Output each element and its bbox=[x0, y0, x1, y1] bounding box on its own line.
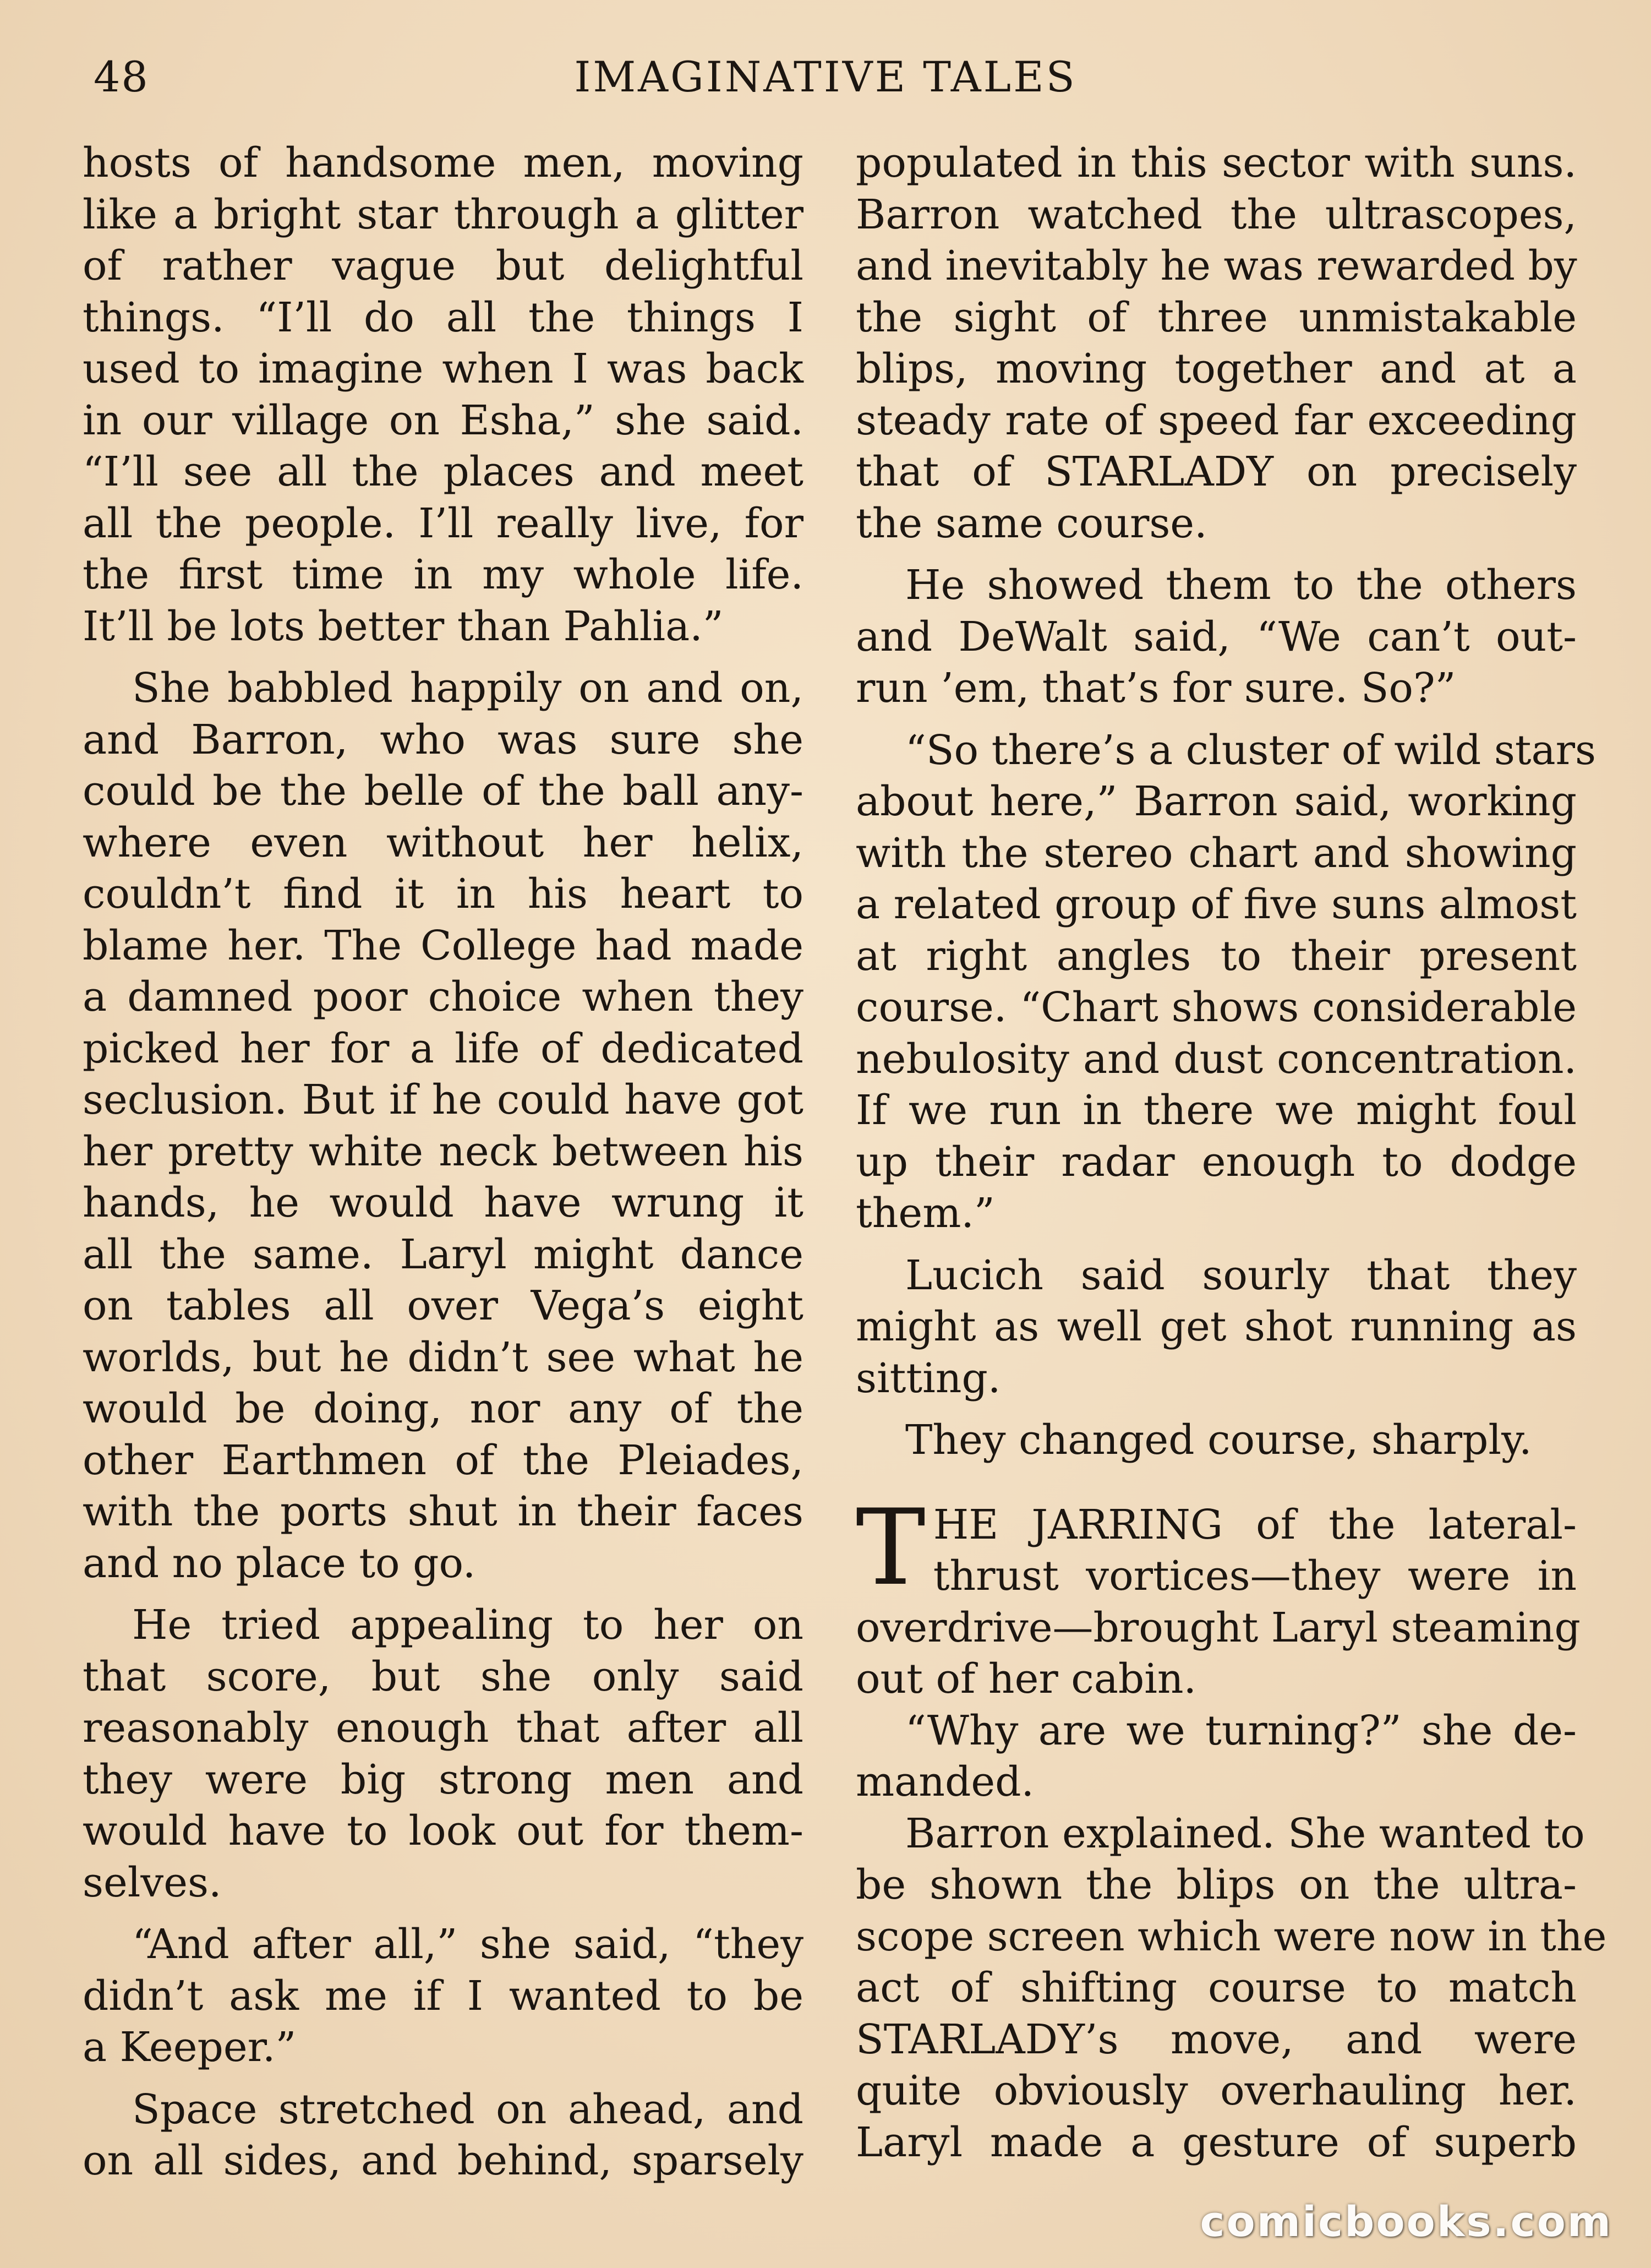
text-line: could be the belle of the ball any- bbox=[83, 767, 803, 815]
text-line: They changed course, sharply. bbox=[905, 1416, 1532, 1464]
page-header bbox=[88, 52, 1563, 113]
text-line: quite obviously overhauling her. bbox=[856, 2067, 1577, 2114]
text-line: like a bright star through a glitter bbox=[83, 190, 803, 238]
paragraph bbox=[83, 1600, 803, 1909]
text-line: would have to look out for them- bbox=[83, 1807, 803, 1855]
text-line: reasonably enough that after all bbox=[83, 1704, 803, 1752]
text-line: and Barron, who was sure she bbox=[83, 716, 803, 764]
text-line: the first time in my whole life. bbox=[83, 551, 803, 598]
text-line: selves. bbox=[83, 1858, 222, 1906]
text-line: Lucich said sourly that they bbox=[905, 1251, 1577, 1299]
text-line: the same course. bbox=[856, 499, 1207, 547]
text-line: “So there’s a cluster of wild stars bbox=[905, 726, 1597, 774]
text-line: a Keeper.” bbox=[83, 2024, 297, 2071]
text-line: all the same. Laryl might dance bbox=[83, 1230, 803, 1278]
text-line: hands, he would have wrung it bbox=[83, 1179, 803, 1226]
text-line: that score, but she only said bbox=[83, 1653, 803, 1700]
text-line: of rather vague but delightful bbox=[83, 242, 803, 290]
text-line: nebulosity and dust concentration. bbox=[856, 1035, 1577, 1083]
text-line: they were big strong men and bbox=[83, 1755, 803, 1803]
text-line: at right angles to their present bbox=[856, 932, 1577, 980]
text-line: on all sides, and behind, sparsely bbox=[83, 2137, 803, 2184]
right-column bbox=[856, 138, 1607, 2168]
text-line: seclusion. But if he could have got bbox=[83, 1076, 803, 1124]
text-line: run ’em, that’s for sure. So?” bbox=[856, 664, 1456, 712]
text-line: hosts of handsome men, moving bbox=[83, 139, 803, 187]
running-head: IMAGINATIVE TALES bbox=[574, 52, 1077, 101]
text-line: up their radar enough to dodge bbox=[856, 1138, 1577, 1186]
text-line: a related group of five suns almost bbox=[856, 881, 1577, 928]
paragraph bbox=[856, 560, 1577, 715]
text-line: picked her for a life of dedicated bbox=[83, 1024, 803, 1072]
paragraph bbox=[83, 663, 803, 1589]
text-line: couldn’t find it in his heart to bbox=[83, 870, 803, 918]
text-line: a damned poor choice when they bbox=[83, 973, 803, 1021]
text-line: overdrive—brought Laryl steaming bbox=[856, 1604, 1581, 1651]
text-line: “And after all,” she said, “they bbox=[132, 1921, 803, 1968]
text-line: steady rate of speed far exceeding bbox=[856, 396, 1577, 444]
text-line: her pretty white neck between his bbox=[83, 1127, 803, 1175]
text-line: He showed them to the others bbox=[905, 561, 1577, 609]
paragraph bbox=[856, 1808, 1607, 2169]
text-line: might as well get shot running as bbox=[856, 1303, 1577, 1350]
text-line: scope screen which were now in the bbox=[856, 1912, 1607, 1960]
section-break bbox=[856, 1466, 1577, 1500]
text-line: STARLADY’s move, and were bbox=[856, 2015, 1577, 2063]
text-line: Barron explained. She wanted to bbox=[905, 1809, 1585, 1857]
text-line: with the ports shut in their faces bbox=[83, 1488, 803, 1535]
text-line: If we run in there we might foul bbox=[856, 1087, 1577, 1134]
text-line: It’ll be lots better than Pahlia.” bbox=[83, 602, 724, 650]
text-line: “Why are we turning?” she de- bbox=[905, 1707, 1577, 1754]
text-line: used to imagine when I was back bbox=[83, 345, 803, 392]
text-line: and inevitably he was rewarded by bbox=[856, 242, 1577, 290]
text-line: be shown the blips on the ultra- bbox=[856, 1861, 1577, 1909]
text-line: act of shifting course to match bbox=[856, 1964, 1577, 2011]
text-line: would be doing, nor any of the bbox=[83, 1385, 803, 1432]
text-line: things. “I’ll do all the things I bbox=[83, 293, 803, 341]
text-line: on tables all over Vega’s eight bbox=[83, 1282, 803, 1329]
text-line: She babbled happily on and on, bbox=[132, 664, 803, 712]
text-line: HE JARRING of the lateral- bbox=[933, 1501, 1577, 1549]
text-line: other Earthmen of the Pleiades, bbox=[83, 1436, 803, 1484]
text-line: that of STARLADY on precisely bbox=[856, 448, 1577, 495]
text-line: Barron watched the ultrascopes, bbox=[856, 190, 1577, 238]
text-line: He tried appealing to her on bbox=[132, 1601, 803, 1649]
paragraph bbox=[856, 725, 1597, 1240]
text-line: about here,” Barron said, working bbox=[856, 778, 1577, 825]
text-line: populated in this sector with suns. bbox=[856, 139, 1577, 187]
paragraph bbox=[83, 138, 803, 652]
text-line: the sight of three unmistakable bbox=[856, 293, 1577, 341]
drop-cap: T bbox=[856, 1486, 926, 1609]
text-line: out of her cabin. bbox=[856, 1655, 1197, 1703]
text-line: blips, moving together and at a bbox=[856, 345, 1577, 392]
paragraph bbox=[856, 1486, 1581, 1705]
text-line: course. “Chart shows considerable bbox=[856, 984, 1577, 1031]
text-line: manded. bbox=[856, 1758, 1035, 1806]
paragraph bbox=[856, 1705, 1577, 1808]
text-line: and no place to go. bbox=[83, 1539, 476, 1587]
text-line: and DeWalt said, “We can’t out- bbox=[856, 613, 1577, 661]
text-line: Space stretched on ahead, and bbox=[132, 2085, 803, 2133]
text-line: blame her. The College had made bbox=[83, 922, 803, 969]
text-line: “I’ll see all the places and meet bbox=[83, 448, 803, 495]
text-line: where even without her helix, bbox=[83, 819, 803, 866]
text-line: in our village on Esha,” she said. bbox=[83, 396, 803, 444]
paragraph bbox=[83, 1919, 803, 2074]
text-line: sitting. bbox=[856, 1354, 1001, 1402]
text-line: thrust vortices—they were in bbox=[933, 1552, 1577, 1600]
paragraph bbox=[856, 1415, 1577, 1466]
left-column bbox=[83, 138, 803, 2187]
text-line: with the stereo chart and showing bbox=[856, 829, 1577, 877]
paragraph bbox=[856, 138, 1577, 549]
paragraph bbox=[856, 1250, 1577, 1405]
paragraph bbox=[83, 2084, 803, 2187]
page-number: 48 bbox=[94, 52, 149, 101]
watermark-logo: comicbooks.com bbox=[1200, 2197, 1612, 2246]
text-line: worlds, but he didn’t see what he bbox=[83, 1333, 803, 1381]
text-line: all the people. I’ll really live, for bbox=[83, 499, 803, 547]
text-line: didn’t ask me if I wanted to be bbox=[83, 1972, 803, 2020]
text-line: Laryl made a gesture of superb bbox=[856, 2118, 1577, 2166]
text-line: them.” bbox=[856, 1190, 995, 1237]
